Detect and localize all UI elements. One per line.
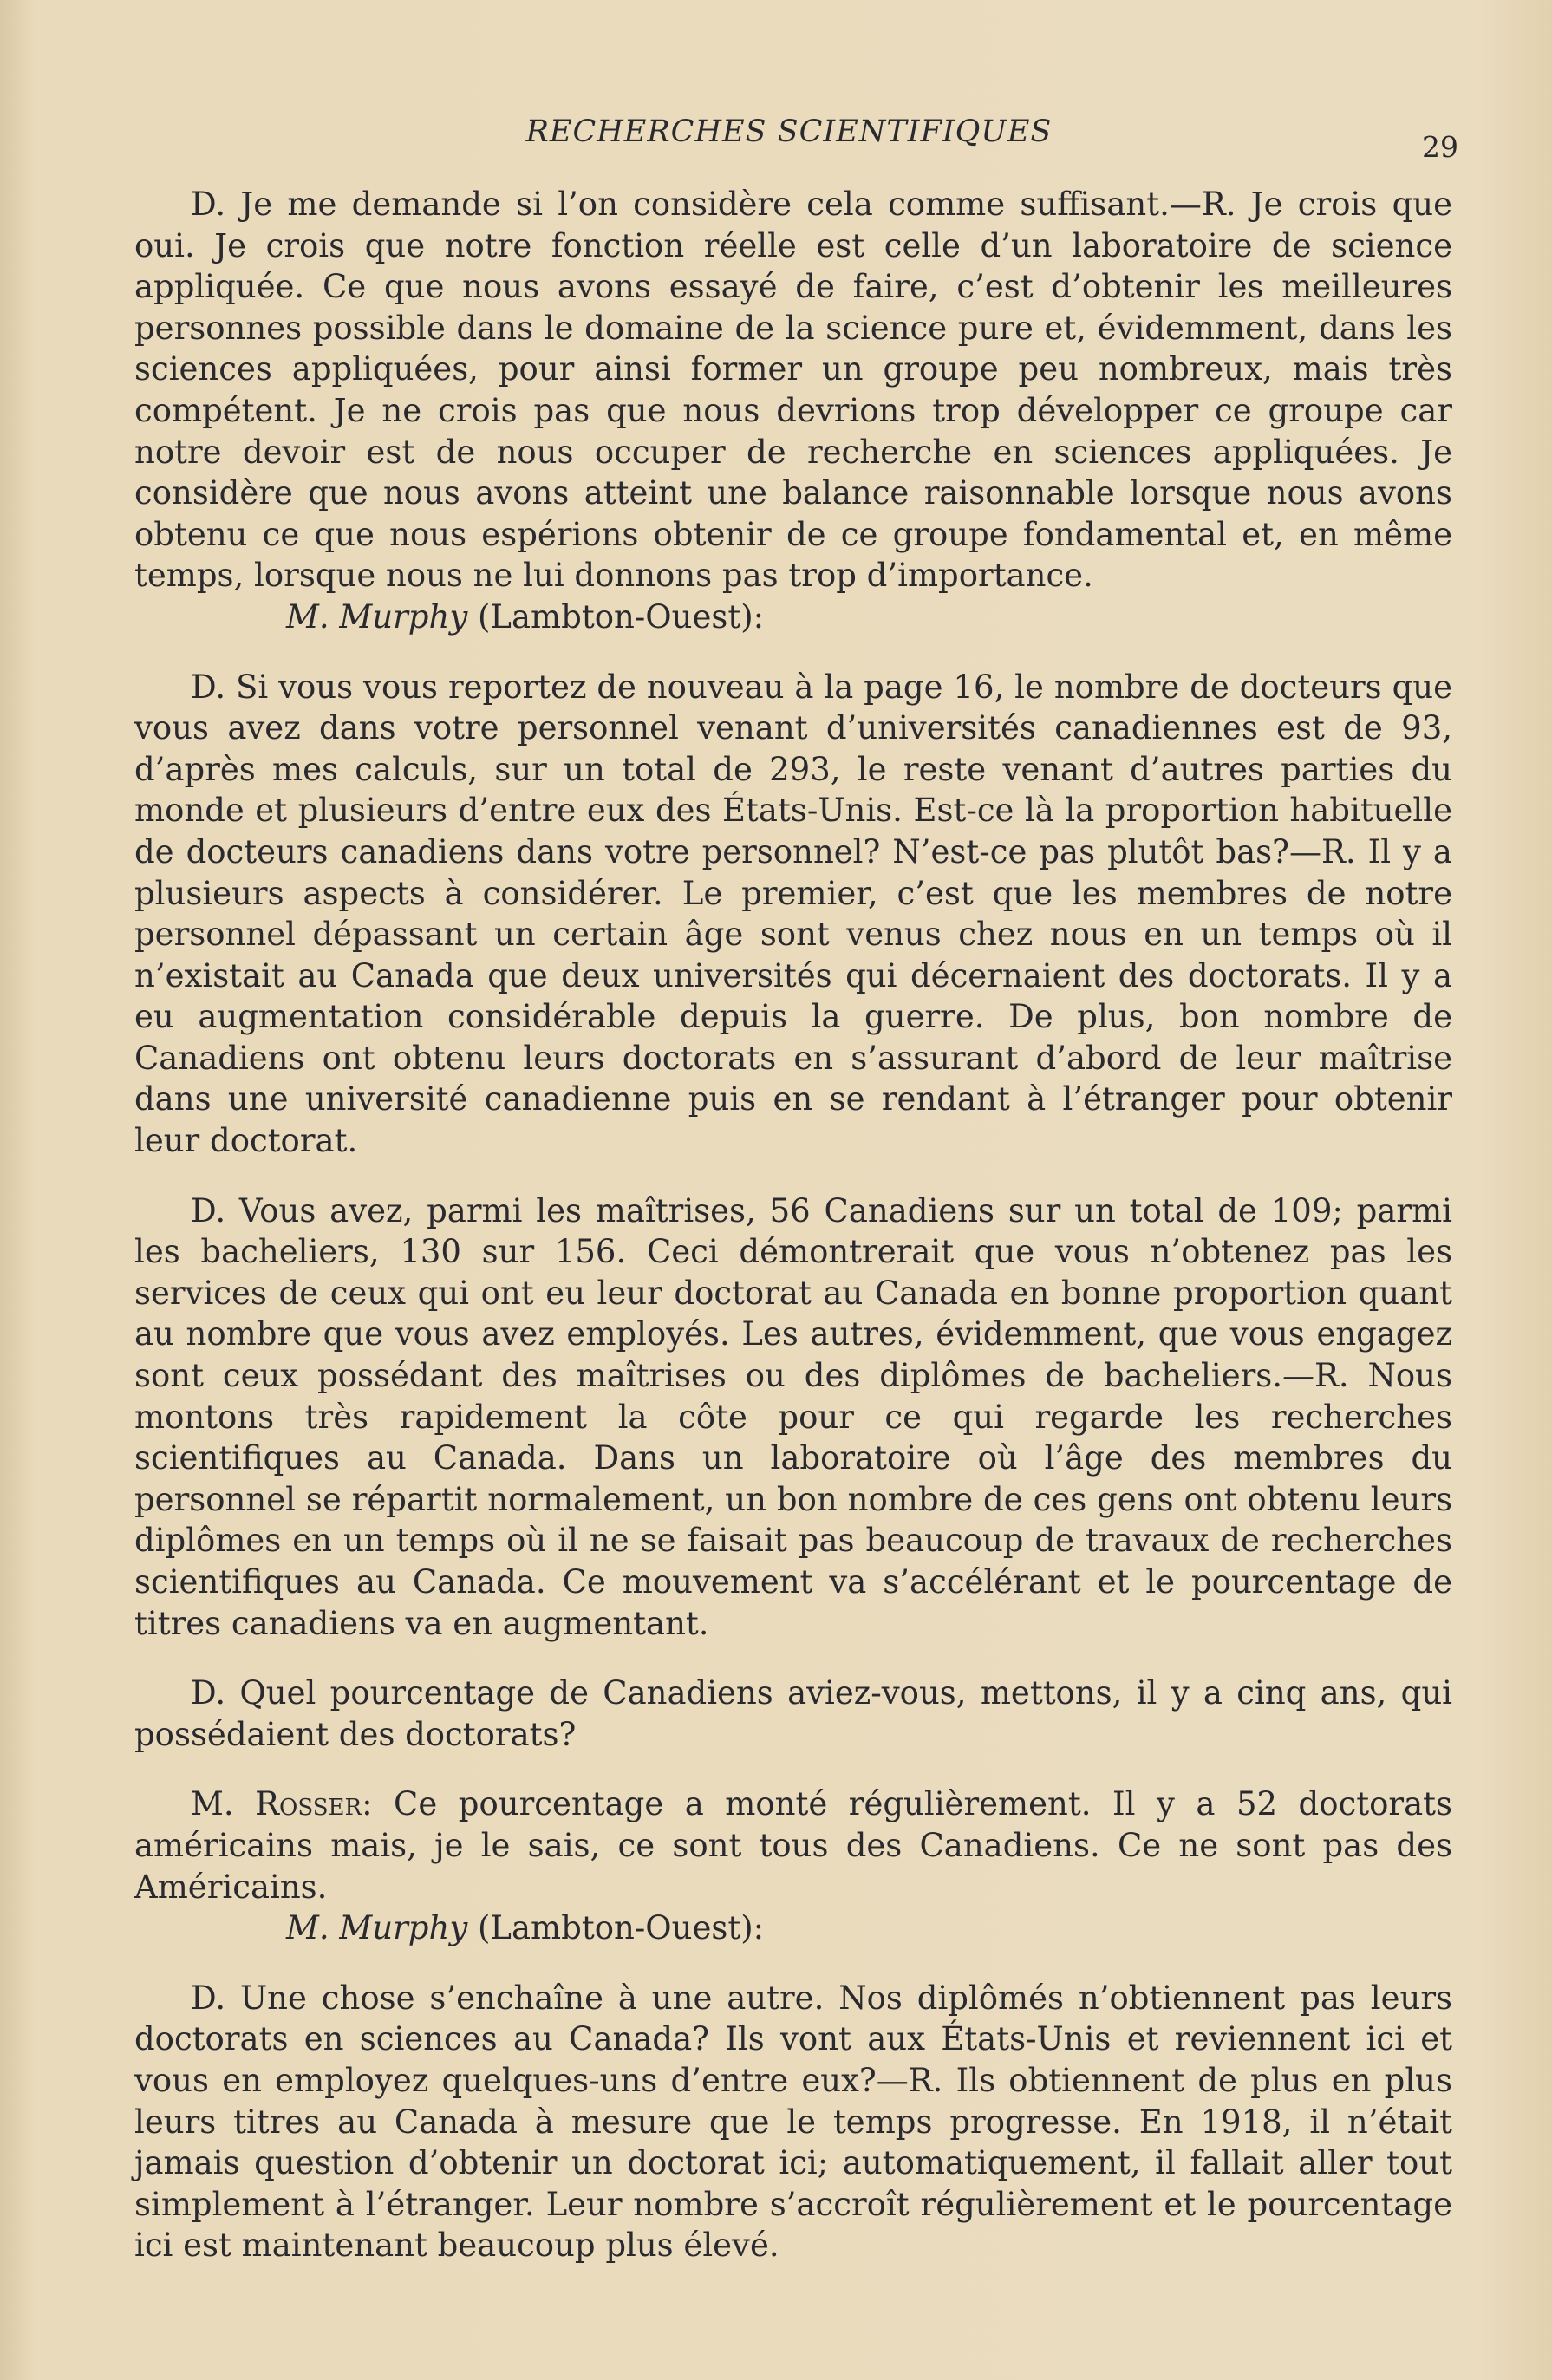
paragraph-5 bbox=[134, 1783, 1452, 1907]
paragraph-2: D. Si vous vous reportez de nouveau à la page 16, le nombre de docteurs que vous avez dans votre personnel venant d’universités canadiennes est de 93, d’après mes calculs, sur un total de 293, le reste venant d’autres parties du monde et plusieurs d’entre eux des États-Unis. Est-ce là la proportion habituelle de docteurs canadiens dans votre personnel? N’est-ce pas plutôt bas?—R. Il y a plusieurs aspects à considérer. Le premier, c’est que les membres de notre personnel dépassant un certain âge sont venus chez nous en un temps où il n’existait au Canada que deux universités qui décernaient des doctorats. Il y a eu augmentation considérable depuis la guerre. De plus, bon nombre de Canadiens ont obtenu leurs doctorats en s’assurant d’abord de leur maîtrise dans une université canadienne puis en se rendant à l’étranger pour obtenir leur doctorat. bbox=[134, 668, 1452, 1160]
body-text bbox=[134, 184, 1452, 2266]
speaker-heading-1 bbox=[134, 597, 1452, 638]
page-number: 29 bbox=[1422, 130, 1458, 164]
speaker-name: M. Murphy bbox=[286, 1909, 468, 1947]
paragraph-3: D. Vous avez, parmi les maîtrises, 56 Canadiens sur un total de 109; parmi les bacheliers, 130 sur 156. Ceci démontrerait que vous n’obtenez pas les services de ceux qui ont eu leur doctorat au Canada en bonne proportion quant au nombre que vous avez employés. Les autres, évidemment, que vous engagez sont ceux possédant des maîtrises ou des diplômes de bacheliers.—R. Nous montons très rapidement la côte pour ce qui regarde les recherches scientifiques au Canada. Dans un laboratoire où l’âge des membres du personnel se répartit normalement, un bon nombre de ces gens ont obtenu leurs diplômes en un temps où il ne se faisait pas beaucoup de travaux de recherches scientifiques au Canada. Ce mouvement va s’accélérant et le pourcentage de titres canadiens va en augmentant. bbox=[134, 1191, 1452, 1642]
paragraph-5-text: : Ce pourcentage a monté régulièrement. Il y a 52 doctorats américains mais, je le sais, ce sont tous des Canadiens. Ce ne sont pas des Américains. bbox=[134, 1785, 1452, 1906]
paragraph-1: D. Je me demande si l’on considère cela comme suffisant.—R. Je crois que oui. Je crois que notre fonction réelle est celle d’un laboratoire de science appliquée. Ce que nous avons essayé de faire, c’est d’obtenir les meilleures personnes possible dans le domaine de la science pure et, évidemment, dans les sciences appliquées, pour ainsi former un groupe peu nombreux, mais très compétent. Je ne crois pas que nous devrions trop développer ce groupe car notre devoir est de nous occuper de recherche en sciences appliquées. Je considère que nous avons atteint une balance raisonnable lorsque nous avons obtenu ce que nous espérions obtenir de ce groupe fondamental et, en même temps, lorsque nous ne lui donnons pas trop d’importance. bbox=[134, 186, 1452, 595]
speaker-name: M. Murphy bbox=[286, 597, 468, 636]
paragraph-6: D. Une chose s’enchaîne à une autre. Nos diplômés n’obtiennent pas leurs doctorats en sciences au Canada? Ils vont aux États-Unis et reviennent ici et vous en employez quelques-uns d’entre eux?—R. Ils obtiennent de plus en plus leurs titres au Canada à mesure que le temps progresse. En 1918, il n’était jamais question d’obtenir un doctorat ici; automatiquement, il fallait aller tout simplement à l’étranger. Leur nombre s’accroît régulièrement et le pourcentage ici est maintenant beaucoup plus élevé. bbox=[134, 1979, 1452, 2265]
speaker-riding: (Lambton-Ouest): bbox=[467, 1909, 765, 1947]
speaker-heading-2 bbox=[134, 1907, 1452, 1949]
paragraph-4: D. Quel pourcentage de Canadiens aviez-vous, mettons, il y a cinq ans, qui possédaient des doctorats? bbox=[134, 1674, 1452, 1753]
speaker-name: M. Rosser bbox=[191, 1785, 362, 1823]
running-head: RECHERCHES SCIENTIFIQUES bbox=[525, 114, 1053, 149]
speaker-riding: (Lambton-Ouest): bbox=[467, 597, 765, 636]
